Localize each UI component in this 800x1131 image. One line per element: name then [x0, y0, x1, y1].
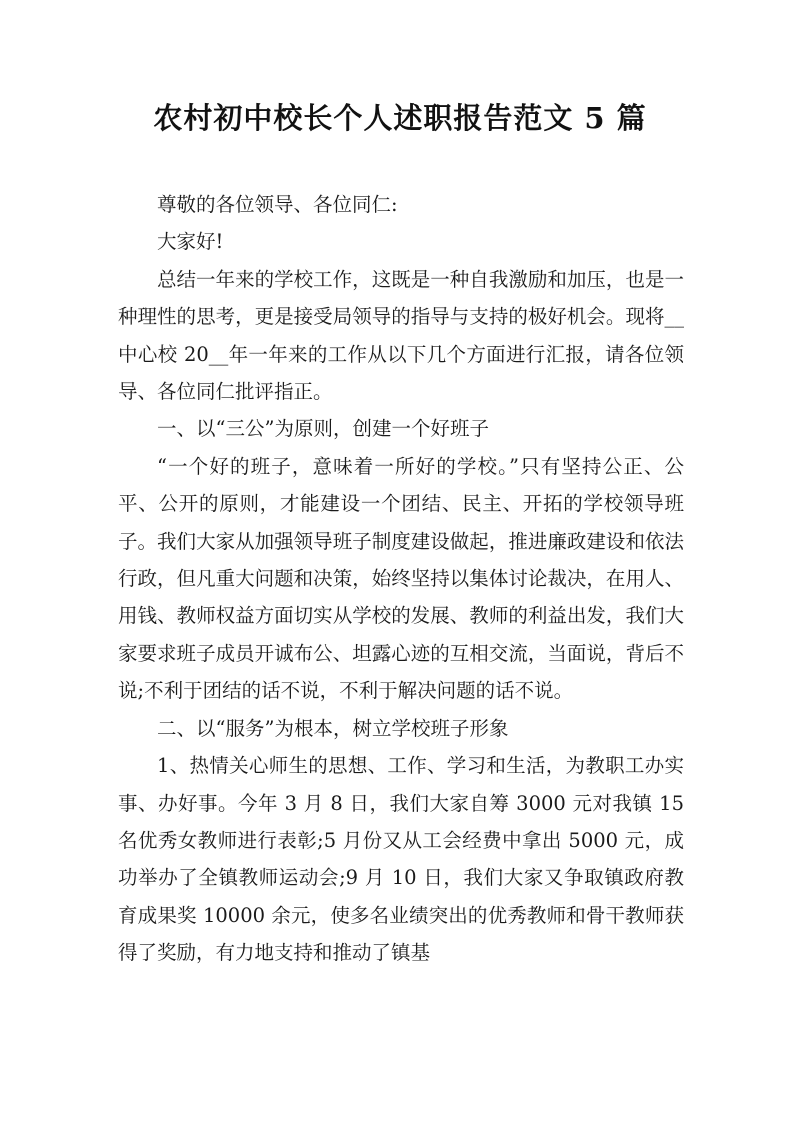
body-paragraph: 1、热情关心师生的思想、工作、学习和生活，为教职工办实事、办好事。今年 3 月 8 日，我们大家自筹 3000 元对我镇 15 名优秀女教师进行表彰;5 月份又从工会经费中拿出 5000 元，成功举办了全镇教师运动会;9 月 10 日，我们大家又争取镇政府教育成果奖 10000 余元，使多名业绩突出的优秀教师和骨干教师获得了奖励，有力地支持和推动了镇基: [118, 754, 684, 965]
section-heading: 二、以“服务”为根本，树立学校班子形象: [157, 716, 509, 740]
document-title: 农村初中校长个人述职报告范文 5 篇: [153, 101, 647, 135]
body-paragraph: 总结一年来的学校工作，这既是一种自我激励和加压，也是一种理性的思考，更是接受局领导的指导与支持的极好机会。现将__中心校 20__年一年来的工作从以下几个方面进行汇报，请各位领导、各位同仁批评指正。: [118, 267, 684, 404]
salutation: 尊敬的各位领导、各位同仁:: [157, 193, 398, 216]
section-heading: 一、以“三公”为原则，创建一个好班子: [157, 417, 489, 441]
body-paragraph: “一个好的班子，意味着一所好的学校。”只有坚持公正、公平、公开的原则，才能建设一个团结、民主、开拓的学校领导班子。我们大家从加强领导班子制度建设做起，推进廉政建设和依法行政，但凡重大问题和决策，始终坚持以集体讨论裁决，在用人、用钱、教师权益方面切实从学校的发展、教师的利益出发，我们大家要求班子成员开诚布公、坦露心迹的互相交流，当面说，背后不说;不利于团结的话不说，不利于解决问题的话不说。: [118, 454, 684, 703]
document-body: [118, 186, 684, 972]
greeting: 大家好!: [157, 230, 224, 254]
